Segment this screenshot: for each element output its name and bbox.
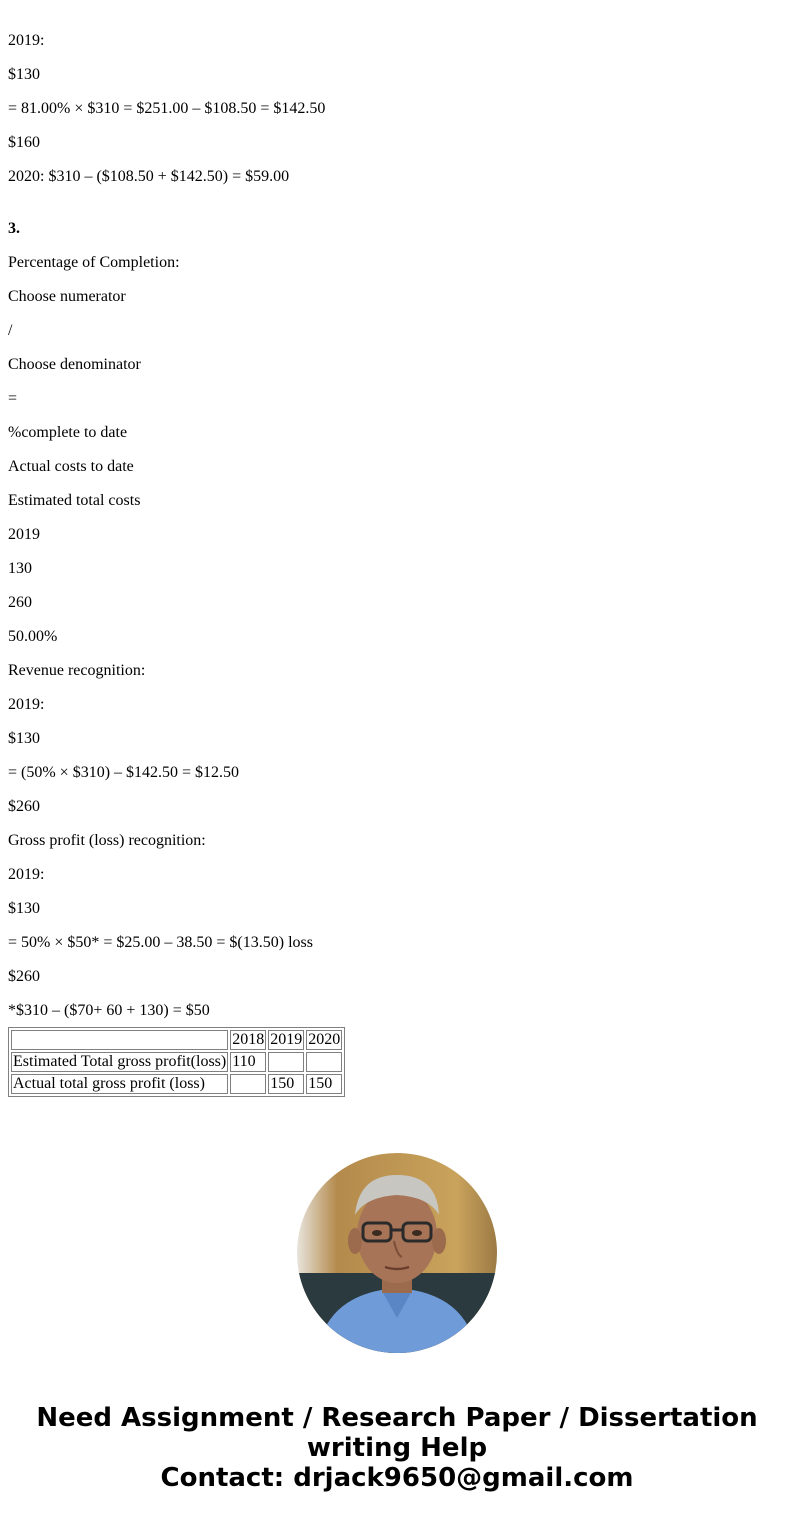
table-cell: Actual total gross profit (loss)	[11, 1074, 228, 1094]
table-header-cell: 2019	[270, 1031, 303, 1048]
footer-line: Need Assignment / Research Paper / Dissertation	[36, 1403, 758, 1433]
text-line: 130	[8, 560, 32, 577]
table-header-row	[11, 1030, 342, 1050]
text-line: = 50% × $50* = $25.00 – 38.50 = $(13.50) loss	[8, 934, 313, 951]
text-line: Revenue recognition:	[8, 662, 146, 679]
table-cell: 150	[268, 1074, 304, 1094]
text-line: = (50% × $310) – $142.50 = $12.50	[8, 764, 240, 781]
section-heading: 3.	[8, 220, 20, 237]
text-line: 2019:	[8, 32, 45, 49]
text-line: 50.00%	[8, 628, 58, 645]
table-cell	[230, 1074, 266, 1094]
text-line: Estimated total costs	[8, 492, 141, 509]
table-cell: 150	[306, 1074, 342, 1094]
table-cell: 110	[230, 1052, 266, 1072]
gross-profit-table	[8, 1027, 345, 1097]
text-line: Choose denominator	[8, 356, 141, 373]
avatar	[297, 1153, 497, 1353]
footer-line: writing Help	[306, 1433, 488, 1463]
table-row	[11, 1074, 342, 1094]
text-line: 2019	[8, 526, 40, 543]
contact-email: Contact: drjack9650@gmail.com	[160, 1463, 634, 1493]
text-line: $130	[8, 66, 40, 83]
table-cell: Estimated Total gross profit(loss)	[13, 1053, 227, 1070]
text-line: =	[8, 390, 18, 407]
table-header-cell: 2018	[232, 1031, 265, 1048]
text-line: $260	[8, 968, 40, 985]
text-line: $130	[8, 900, 40, 917]
text-line: $160	[8, 134, 40, 151]
text-line: $260	[8, 798, 40, 815]
table-header-cell: 2020	[308, 1031, 341, 1048]
text-line: Choose numerator	[8, 288, 126, 305]
table-cell	[306, 1052, 342, 1072]
table-row	[11, 1052, 342, 1072]
text-line: Gross profit (loss) recognition:	[8, 832, 206, 849]
table-cell	[268, 1052, 304, 1072]
footer-contact	[0, 1403, 794, 1493]
person-photo-icon	[297, 1153, 497, 1353]
text-line: *$310 – ($70+ 60 + 130) = $50	[8, 1002, 210, 1019]
text-line: 260	[8, 594, 32, 611]
text-line: 2019:	[8, 696, 45, 713]
text-line: Percentage of Completion:	[8, 254, 180, 271]
text-line: %complete to date	[8, 424, 128, 441]
text-line: /	[8, 322, 13, 339]
table-header-cell	[11, 1030, 228, 1050]
text-line: 2019:	[8, 866, 45, 883]
text-line: = 81.00% × $310 = $251.00 – $108.50 = $142.50	[8, 100, 326, 117]
text-line: $130	[8, 730, 40, 747]
text-line: 2020: $310 – ($108.50 + $142.50) = $59.00	[8, 168, 290, 185]
text-line: Actual costs to date	[8, 458, 134, 475]
